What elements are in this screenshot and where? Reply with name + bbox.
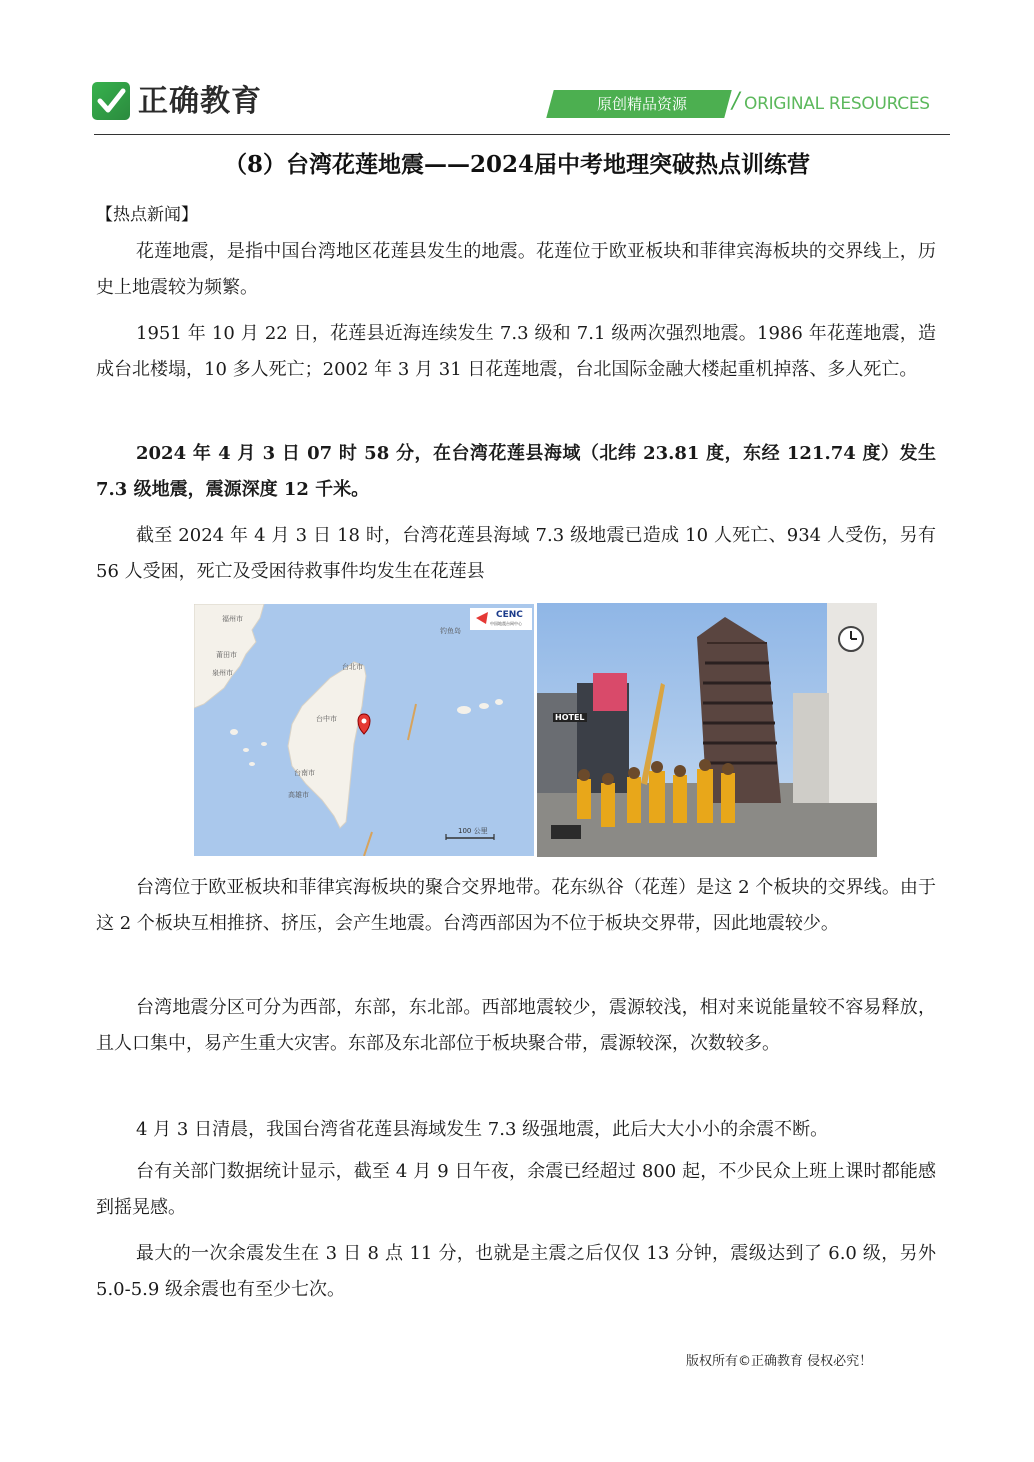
brand-name: 正确教育 [138, 84, 262, 119]
section-label: 【热点新闻】 [96, 205, 198, 225]
map-label-diaoyu: 钓鱼岛 [440, 627, 461, 635]
map-label-tainan: 台南市 [294, 769, 315, 777]
paragraph-1: 花莲地震，是指中国台湾地区花莲县发生的地震。花莲位于欧亚板块和菲律宾海板块的交界线上，历史上地震较为频繁。 [96, 241, 936, 298]
banner-label: 原创精品资源 [596, 95, 687, 113]
paragraph-4: 截至 2024 年 4 月 3 日 18 时，台湾花莲县海域 7.3 级地震已造成 10 人死亡、934 人受伤，另有 56 人受困，死亡及受困待救事件均发生在花莲县 [96, 525, 936, 582]
check-logo-icon [92, 82, 130, 120]
map-label-kaohsiung: 高雄市 [288, 791, 309, 799]
hotel-sign: HOTEL [555, 713, 585, 722]
cenc-logo: CENC [496, 610, 523, 620]
earthquake-scene-photo [537, 603, 877, 857]
banner-separator: / [732, 89, 740, 114]
earthquake-map [194, 604, 534, 856]
header-divider [94, 134, 950, 135]
map-label-putian: 莆田市 [216, 651, 237, 659]
cenc-logo-subtitle: 中国地震台网中心 [490, 621, 522, 626]
paragraph-3: 2024 年 4 月 3 日 07 时 58 分，在台湾花莲县海域（北纬 23.81 度，东经 121.74 度）发生 7.3 级地震，震源深度 12 千米。 [96, 443, 936, 500]
paragraph-5: 台湾位于欧亚板块和菲律宾海板块的聚合交界地带。花东纵谷（花莲）是这 2 个板块的交界线。由于这 2 个板块互相推挤、挤压，会产生地震。台湾西部因为不位于板块交界带，因此地震较少。 [96, 877, 936, 934]
paragraph-7: 4 月 3 日清晨，我国台湾省花莲县海域发生 7.3 级强地震，此后大大小小的余震不断。 [136, 1119, 829, 1140]
map-label-quanzhou: 泉州市 [212, 669, 233, 677]
paragraph-2: 1951 年 10 月 22 日，花莲县近海连续发生 7.3 级和 7.1 级两次强烈地震。1986 年花莲地震，造成台北楼塌，10 多人死亡；2002 年 3 月 31 日花莲地震，台北国际金融大楼起重机掉落、多人死亡。 [96, 323, 936, 380]
paragraph-6: 台湾地震分区可分为西部，东部，东北部。西部地震较少，震源较浅，相对来说能量较不容易释放，且人口集中，易产生重大灾害。东部及东北部位于板块聚合带，震源较深，次数较多。 [96, 997, 936, 1054]
map-label-taipei: 台北市 [342, 663, 363, 671]
page-header [92, 80, 952, 136]
paragraph-8: 台有关部门数据统计显示，截至 4 月 9 日午夜，余震已经超过 800 起，不少民众上班上课时都能感到摇晃感。 [96, 1161, 936, 1218]
original-resources-label: ORIGINAL RESOURCES [744, 94, 930, 114]
map-scale-label: 100 公里 [458, 827, 488, 835]
copyright-footer: 版权所有©正确教育 侵权必究！ [686, 1354, 873, 1369]
paragraph-9: 最大的一次余震发生在 3 日 8 点 11 分，也就是主震之后仅仅 13 分钟，震级达到了 6.0 级，另外 5.0-5.9 级余震也有至少七次。 [96, 1243, 936, 1300]
map-label-taichung: 台中市 [316, 715, 337, 723]
map-label-fuzhou: 福州市 [222, 615, 243, 623]
page-title: （8）台湾花莲地震——2024届中考地理突破热点训练营 [223, 151, 811, 178]
